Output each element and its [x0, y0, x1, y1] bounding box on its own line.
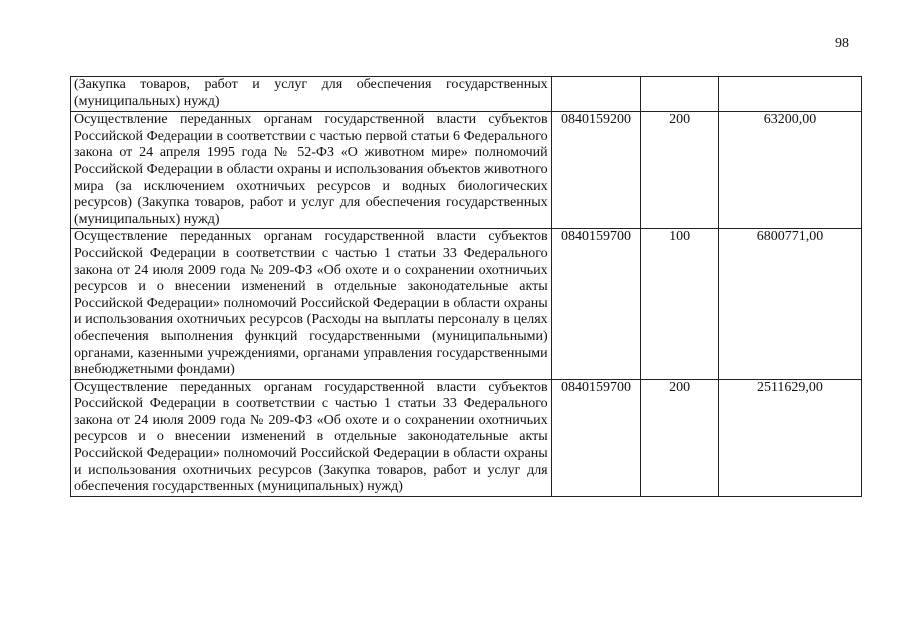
row-amount: 63200,00	[718, 112, 861, 229]
table-row	[71, 112, 862, 229]
row-expense-type: 200	[641, 112, 719, 229]
row-code: 0840159200	[551, 112, 641, 229]
row-description: Осуществление переданных органам государственной власти субъектов Российской Федерации в соответствии с частью 1 статьи 33 Федерального закона от 24 июля 2009 года № 209-ФЗ «Об охоте и о сохранении охотничьих ресурсов и о внесении изменений в отдельные законодательные акты Российской Федерации» полномочий Российской Федерации в области охраны и использования охотничьих ресурсов (Расходы на выплаты персоналу в целях обеспечения выполнения функций государственными (муниципальными) органами, казенными учреждениями, органами управления государственными внебюджетными фондами)	[71, 229, 552, 379]
row-code: 0840159700	[551, 379, 641, 496]
row-description: Осуществление переданных органам государственной власти субъектов Российской Федерации в соответствии с частью 1 статьи 33 Федерального закона от 24 июля 2009 года № 209-ФЗ «Об охоте и о сохранении охотничьих ресурсов и о внесении изменений в отдельные законодательные акты Российской Федерации» полномочий Российской Федерации в области охраны и использования охотничьих ресурсов (Закупка товаров, работ и услуг для обеспечения государственных (муниципальных) нужд)	[71, 379, 552, 496]
row-description: Осуществление переданных органам государственной власти субъектов Российской Федерации в соответствии с частью первой статьи 6 Федерального закона от 24 апреля 1995 года № 52-ФЗ «О животном мире» полномочий Российской Федерации в области охраны и использования объектов животного мира (за исключением охотничьих ресурсов и водных биологических ресурсов) (Закупка товаров, работ и услуг для обеспечения государственных (муниципальных) нужд)	[71, 112, 552, 229]
row-code: 0840159700	[551, 229, 641, 379]
row-amount: 6800771,00	[718, 229, 861, 379]
row-code	[551, 77, 641, 112]
row-amount	[718, 77, 861, 112]
row-expense-type: 100	[641, 229, 719, 379]
budget-table	[70, 76, 862, 497]
table-row	[71, 229, 862, 379]
table-row	[71, 77, 862, 112]
table-row	[71, 379, 862, 496]
row-expense-type: 200	[641, 379, 719, 496]
page-number: 98	[835, 36, 849, 51]
row-description: (Закупка товаров, работ и услуг для обеспечения государственных (муниципальных) нужд)	[71, 77, 552, 112]
row-expense-type	[641, 77, 719, 112]
row-amount: 2511629,00	[718, 379, 861, 496]
